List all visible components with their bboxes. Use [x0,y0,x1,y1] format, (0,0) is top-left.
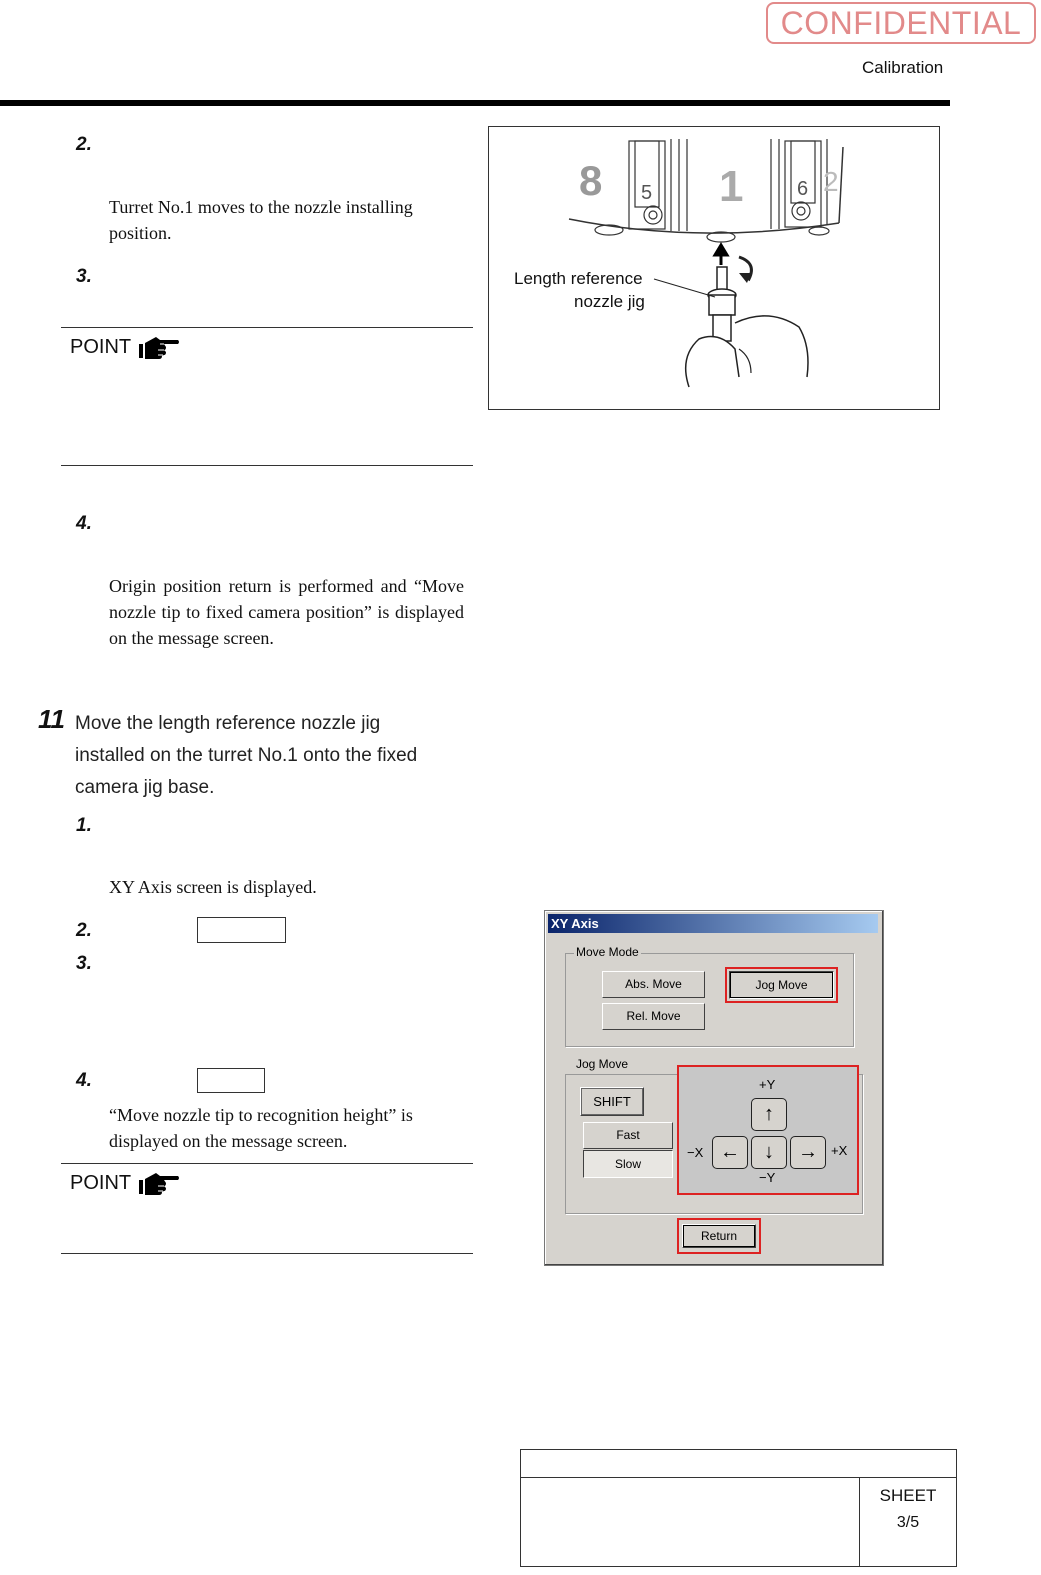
sheet-table [520,1449,957,1567]
pointing-hand-icon [138,1170,180,1196]
section-title: Calibration [862,58,944,77]
step-11-line-3: camera jig base. [75,777,215,798]
sheet-header-row [521,1450,956,1478]
window-title: XY Axis [548,914,878,933]
point2-rule-top [61,1163,473,1164]
jog-move-label: Jog Move [576,1057,629,1071]
point-label: POINT [70,336,132,358]
turret-illustration [489,127,939,409]
sheet-label: SHEET [879,1486,937,1505]
plus-x-label: +X [831,1143,848,1158]
substep-2-number: 2. [76,920,92,941]
shift-button[interactable]: SHIFT [580,1087,644,1116]
plus-y-label: +Y [759,1077,776,1092]
minus-y-label: −Y [759,1170,776,1185]
return-button[interactable]: Return [682,1224,756,1248]
substep-1-description: XY Axis screen is displayed. [109,877,317,897]
confidential-stamp: CONFIDENTIAL [766,2,1036,44]
slot-number-6: 6 [797,178,809,200]
substep-4-number: 4. [76,1070,92,1091]
step-3-number: 3. [76,266,92,287]
substep-3-number: 3. [76,953,92,974]
key-placeholder-box [197,917,286,943]
substep-4-description: “Move nozzle tip to recognition height” is displayed on the message screen. [109,1105,413,1151]
step-11-line-1: Move the length reference nozzle jig [75,713,381,734]
xy-axis-window [544,910,884,1266]
step-2-number: 2. [76,134,92,155]
abs-move-button[interactable]: Abs. Move [602,971,705,998]
point2-rule-bottom [61,1253,473,1254]
point-rule-top [61,327,473,328]
move-mode-label: Move Mode [576,945,639,959]
step-11-line-2: installed on the turret No.1 onto the fixed [75,745,418,766]
pointing-hand-icon [138,334,180,360]
turret-number-8: 8 [579,157,603,204]
up-arrow-button[interactable]: ↑ [751,1098,787,1131]
sheet-number: 3/5 [896,1514,920,1531]
key-placeholder-box-2 [197,1068,265,1093]
step-11-number: 11 [38,704,65,734]
minus-x-label: −X [687,1145,704,1160]
jog-move-button[interactable]: Jog Move [729,971,834,999]
slow-button[interactable]: Slow [583,1150,673,1178]
substep-1-number: 1. [76,815,92,836]
slot-number-5: 5 [641,182,653,204]
left-arrow-button[interactable]: ← [712,1136,748,1169]
step-2-description: Turret No.1 moves to the nozzle installing position. [109,197,413,243]
step-11-text [75,708,475,804]
rel-move-button[interactable]: Rel. Move [602,1003,705,1030]
turret-nozzle-figure [488,126,940,410]
point-rule-bottom [61,465,473,466]
step-4-description: Origin position return is performed and “Move nozzle tip to fixed camera position” is displayed on the message screen. [109,576,464,648]
turret-number-2: 2 [823,166,839,197]
callout-line-1: Length reference [514,269,643,288]
step-4-number: 4. [76,513,92,534]
fast-button[interactable]: Fast [583,1122,673,1149]
callout-line-2: nozzle jig [574,292,645,311]
right-arrow-button[interactable]: → [790,1136,826,1169]
header-rule [0,100,950,106]
point-label-2: POINT [70,1172,132,1194]
turret-number-1: 1 [719,162,744,211]
down-arrow-button[interactable]: ↓ [751,1136,787,1169]
